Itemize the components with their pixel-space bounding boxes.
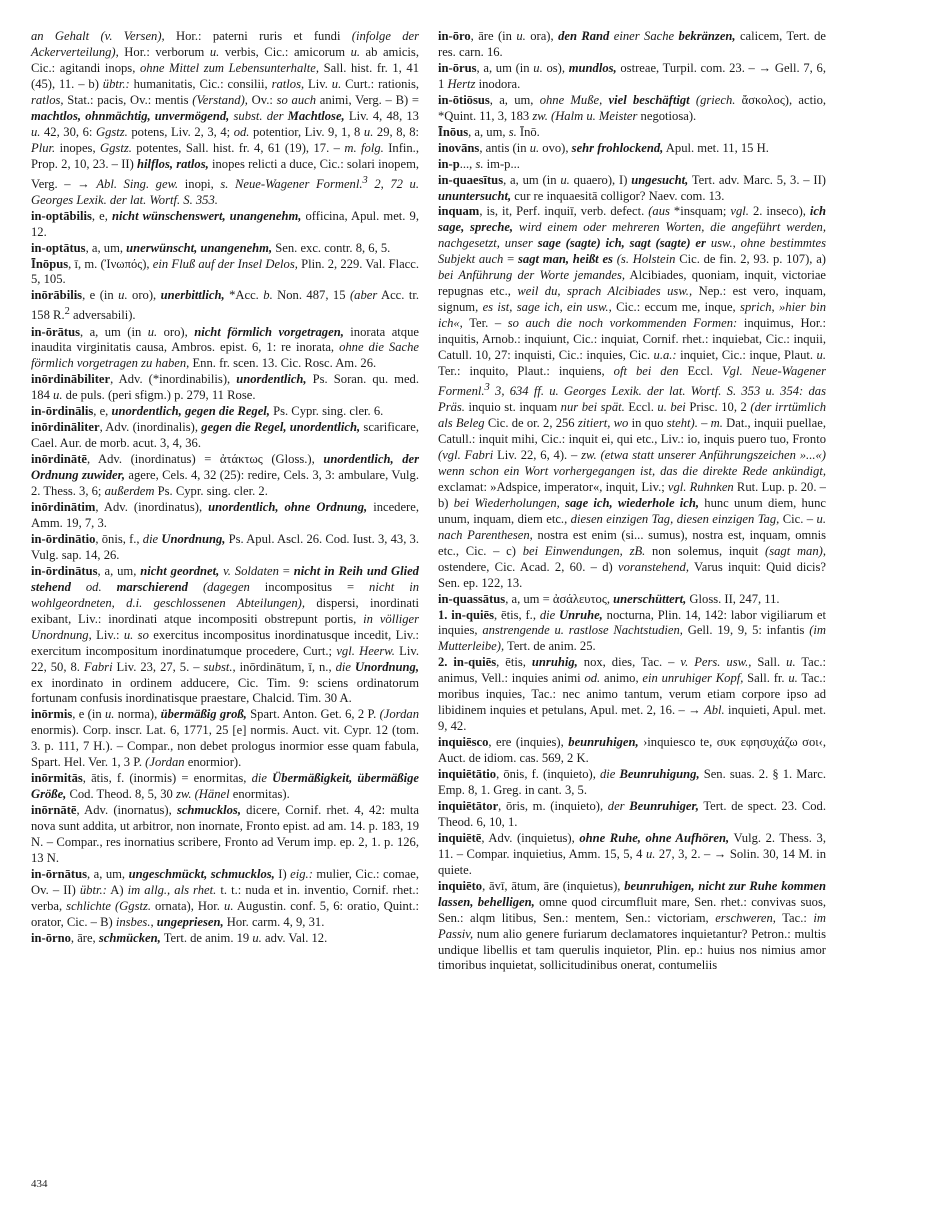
left-column (31, 29, 419, 947)
dictionary-entry: inōrmis, e (in u. norma), übermäßig groß, Spart. Anton. Get. 6, 2 P. (Jordan enormis). Corp. inscr. Lat. 6, 1771, 25 [e] normis. Auct. vit. Cypr. 12 (tom. 3. p. 111, 7 H.). – Compar., non debet prologus inormior esse quam fabula, Spart. Hel. Ver. 1, 3 P. (Jordan enormior). (31, 707, 419, 770)
dictionary-entry: inquam, is, it, Perf. inquiī, verb. defect. (aus *insquam; vgl. 2. inseco), ich sage, spreche, wird einem oder mehreren Worten, die angeführt werden, nachgesetzt, unser sage (sagte) ich, sagt (sagte) er usw., ohne bestimmtes Subjekt auch = sagt man, heißt es (s. Holstein Cic. de fin. 2, 93. p. 107), a) bei Anführung der Worte jemandes, Alcibiades, quoniam, inquit, victoriae repugnas etc., weil du, sprach Alcibiades usw., Nep.: est vero, inquam, signum, es ist, sage ich, ein usw., Cic.: eccum me, inque, sprich, »hier bin ich«, Ter. – so auch die noch vorkommenden Formen: inquimus, Hor.: inquitis, Arnob.: inquiunt, Cic.: inquiat, Cornif. rhet.: inquiebat, Cic.: inquii, Catull. 10, 27: inquisti, Cic.: inquies, Cic. u.a.: inquiet, Cic.: inque, Plaut. u. Ter.: inquito, Plaut.: inquiens, oft bei den Eccl. Vgl. Neue-Wagener Formenl.$^3$ 3, 634 ff. u. Georges Lexik. der lat. Wortf. S. 353 u. 354: das Präs. inquio st. inquam nur bei spät. Eccl. u. bei Prisc. 10, 2 (der irrtümlich als Beleg Cic. de or. 2, 256 zitiert, wo in quo steht). – m. Dat., inquii puellae, Catull.: inquit mihi, Cic.: inquit ei, qui etc., Liv.: io, inquis puero tuo, Fronto (vgl. Fabri Liv. 22, 6, 4). – zw. (etwa statt unserer Anführungszeichen »...«) wenn schon ein Wort vorhergegangen ist, das die direkte Rede ankündigt, exclamat: »Adspice, imperator«, inquit, Liv.; vgl. Ruhnken Rut. Lup. p. 20. – b) bei Wiederholungen, sage ich, wiederhole ich, hunc unum diem, hunc unum, inquam, diem etc., diesen einzigen Tag, diesen einzigen Tag, Cic. – u. nach Parenthesen, nostra est enim (si... sumus), nostra est, inquam, omnis etc., Cic. – c) bei Einwendungen, zB. non solemus, inquit (sagt man), ostendere, Cic. Acad. 2, 60. – d) voranstehend, Varus inquit: Quid dicis? Sen. ep. 122, 13. (438, 204, 827, 590)
dictionary-entry: inquiētātor, ōris, m. (inquieto), der Beunruhiger, Tert. de spect. 23. Cod. Theod. 6, 10, 1. (438, 798, 826, 829)
dictionary-entry: in-ōtiōsus, a, um, ohne Muße, viel beschäftigt (griech. ἄσκολος), actio, *Quint. 11, 3, 183 zw. (Halm u. Meister negotiosa). (438, 92, 827, 123)
right-column (438, 29, 826, 974)
dictionary-entry: in-quaesītus, a, um (in u. quaero), I) ungesucht, Tert. adv. Marc. 5, 3. – II) ununtersucht, cur re inquaesitā colligor? Naev. com. 13. (438, 172, 826, 203)
dictionary-entry: inovāns, antis (in u. ovo), sehr frohlockend, Apul. met. 11, 15 H. (438, 140, 769, 155)
dictionary-entry: inquiētē, Adv. (inquietus), ohne Ruhe, ohne Aufhören, Vulg. 2. Thess. 3, 11. – Compar. inquietius, Amm. 15, 5, 4 u. 27, 3, 2. – → Solin. 30, 14 M. in quiete. (438, 830, 826, 877)
dictionary-entry: inōrdināliter, Adv. (inordinalis), gegen die Regel, unordentlich, scarificare, Cael. Aur. de morb. acut. 3, 4, 36. (31, 420, 419, 451)
dictionary-entry: inōrdinātim, Adv. (inordinatus), unordentlich, ohne Ordnung, incedere, Amm. 19, 7, 3. (31, 500, 419, 530)
dictionary-entry: in-ōrātus, a, um (in u. oro), nicht förmlich vorgetragen, inorata atque inaudita virginitatis causa, Ambros. epist. 6, 1: re inorata, ohne die Sache förmlich vorgetragen zu haben, Enn. fr. scen. 13. Cic. Rosc. Am. 26. (31, 324, 420, 371)
dictionary-entry: 1. in-quiēs, ētis, f., die Unruhe, nocturna, Plin. 14, 142: labor vigiliarum et inquies, anstrengende u. rastlose Nachtstudien, Gell. 19, 9, 5: infantis (im Mutterleibe), Tert. de anim. 25. (438, 607, 826, 654)
dictionary-entry: in-ōrdinālis, e, unordentlich, gegen die Regel, Ps. Cypr. sing. cler. 6. (31, 404, 384, 419)
dictionary-entry: in-ōrno, āre, schmücken, Tert. de anim. 19 u. adv. Val. 12. (31, 930, 328, 945)
dictionary-entry: inquiēsco, ere (inquies), beunruhigen, ›inquiesco te, συκ εφησυχάζω σοι‹, Auct. de idiom. cas. 569, 2 K. (438, 735, 826, 766)
dictionary-entry: in-ōro, āre (in u. ora), den Rand einer Sache bekränzen, calicem, Tert. de res. carn. 16. (438, 29, 826, 59)
dictionary-entry: inōrmitās, ātis, f. (inormis) = enormitas, die Übermäßigkeit, übermäßige Größe, Cod. Theod. 8, 5, 30 zw. (Hänel enormitas). (31, 771, 419, 802)
dictionary-entry: inōrnātē, Adv. (inornatus), schmucklos, dicere, Cornif. rhet. 4, 42: multa nova sunt addita, ut arbitror, non inornate, Fronto epist. ad am. 14. p. 183, 19 N. – Compar., res inornatius scribere, Fronto ad Verum imp. ep. 2, 1. p. 126, 13 N. (31, 803, 419, 865)
dictionary-entry: in-optābilis, e, nicht wünschenswert, unangenehm, officina, Apul. met. 9, 12. (31, 208, 419, 239)
dictionary-entry: Īnōus, a, um, s. Īnō. (438, 124, 540, 139)
dictionary-entry: inquiēto, āvī, ātum, āre (inquietus), beunruhigen, nicht zur Ruhe kommen lassen, behelligen, omne quod circumfluit mare, Sen. rhet.: convivas suos, Sen.: alqm litibus, Sen.: mentem, Sen.: victoriam, erschweren, Tac.: im Passiv, num alio genere furiarum declamatores inquietantur? Petron.: multis undique libellis et tam querulis inquietor, Plin. ep.: huius nos nimius amor timoribus inquietat, sollicitudinibus onerat, contumeliis (438, 878, 826, 973)
dictionary-entry: in-ōrnātus, a, um, ungeschmückt, schmucklos, I) eig.: mulier, Cic.: comae, Ov. – II) übtr.: A) im allg., als rhet. t. t.: nuda et in. inventio, Cornif. rhet.: verba, schlichte (Ggstz. ornata), Hor. u. Augustin. conf. 5, 6: oratio, Quint.: orator, Cic. – B) insbes., ungepriesen, Hor. carm. 4, 9, 31. (31, 866, 420, 929)
dictionary-entry: inquiētātio, ōnis, f. (inquieto), die Beunruhigung, Sen. suas. 2. § 1. Marc. Emp. 8, 1. Greg. in cant. 3, 5. (438, 767, 826, 797)
dictionary-entry: in-p..., s. im-p... (438, 156, 520, 171)
dictionary-entry: in-optātus, a, um, unerwünscht, unangenehm, Sen. exc. contr. 8, 6, 5. (31, 240, 391, 255)
dictionary-entry: Īnōpus, ī, m. (Ἰνωπός), ein Fluß auf der Insel Delos, Plin. 2, 229. Val. Flacc. 5, 105. (31, 256, 419, 287)
dictionary-entry: inōrābilis, e (in u. oro), unerbittlich, *Acc. b. Non. 487, 15 (aber Acc. tr. 158 R.$^2$ adversabili). (31, 288, 419, 323)
page-number: 434 (31, 1178, 48, 1190)
dictionary-entry: in-ōrdinātio, ōnis, f., die Unordnung, Ps. Apul. Ascl. 26. Cod. Iust. 3, 43, 3. Vulg. sap. 14, 26. (31, 531, 419, 562)
dictionary-entry: in-quassātus, a, um = ἀσάλευτος, unerschüttert, Gloss. II, 247, 11. (438, 591, 780, 606)
dictionary-entry: inōrdinābiliter, Adv. (*inordinabilis), unordentlich, Ps. Soran. qu. med. 184 u. de puls. (peri sfigm.) p. 279, 11 Rose. (31, 372, 420, 403)
dictionary-entry: inōrdinātē, Adv. (inordinatus) = ἀτάκτως (Gloss.), unordentlich, der Ordnung zuwider, agere, Cels. 4, 32 (25): redire, Cels. 3, 3: ambulare, Vulg. 2. Thess. 3, 6; außerdem Ps. Cypr. sing. cler. 2. (31, 452, 419, 499)
dictionary-entry: in-ōrus, a, um (in u. os), mundlos, ostreae, Turpil. com. 23. – → Gell. 7, 6, 1 Hertz inodora. (438, 60, 826, 91)
dictionary-entry: 2. in-quiēs, ētis, unruhig, nox, dies, Tac. – v. Pers. usw., Sall. u. Tac.: animus, Vell.: inquies animi od. animo, ein unruhiger Kopf, Sall. fr. u. Tac.: moribus inquies, Tac.: nec animo tantum, verum etiam corpore ipso ad libidinem inquies et petulans, Apul. met. 2, 16. – → Abl. inquieti, Apul. met. 9, 42. (438, 655, 826, 734)
dictionary-entry: in-ōrdinātus, a, um, nicht geordnet, v. Soldaten = nicht in Reih und Glied stehend od. marschierend (dagegen incompositus = nicht in wohlgeordneten, d.i. geschlossenen Abteilungen), dispersi, inordinati exibant, Liv.: inordinati atque incompositi obstrepunt portis, in völliger Unordnung, Liv.: u. so exercitus incompositus inordinatusque incedit, Liv.: exercitum incompositum inordinatumque procedere, Curt.; vgl. Heerw. Liv. 22, 50, 8. Fabri Liv. 23, 27, 5. – subst., inōrdinātum, ī, n., die Unordnung, ex inordinato in ordinem adducere, Cic. Tim. 9: sciens ordinatorum fortunam confusis inordinatisque praestare, Chalcid. Tim. 30 A. (31, 563, 420, 706)
dictionary-entry: an Gehalt (v. Versen), Hor.: paterni ruris et fundi (infolge der Ackerverteilung), Hor.: verborum u. verbis, Cic.: amicorum u. ab amicis, Cic.: agitandi inops, ohne Mittel zum Lebensunterhalte, Sall. hist. fr. 1, 41 (45), 11. – b) übtr.: humanitatis, Cic.: consilii, ratlos, Liv. u. Curt.: rationis, ratlos, Stat.: pacis, Ov.: mentis (Verstand), Ov.: so auch animi, Verg. – B) = machtlos, ohnmächtig, unvermögend, subst. der Machtlose, Liv. 4, 48, 13 u. 42, 30, 6: Ggstz. potens, Liv. 2, 3, 4; od. potentior, Liv. 9, 1, 8 u. 29, 8, 8: Plur. inopes, Ggstz. potentes, Sall. hist. fr. 4, 61 (19), 17. – m. folg. Infin., Prop. 2, 10, 23. – II) hilflos, ratlos, inopes relicti a duce, Cic.: solari inopem, Verg. – → Abl. Sing. gew. inopi, s. Neue-Wagener Formenl.$^3$ 2, 72 u. Georges Lexik. der lat. Wortf. S. 353. (31, 29, 420, 207)
